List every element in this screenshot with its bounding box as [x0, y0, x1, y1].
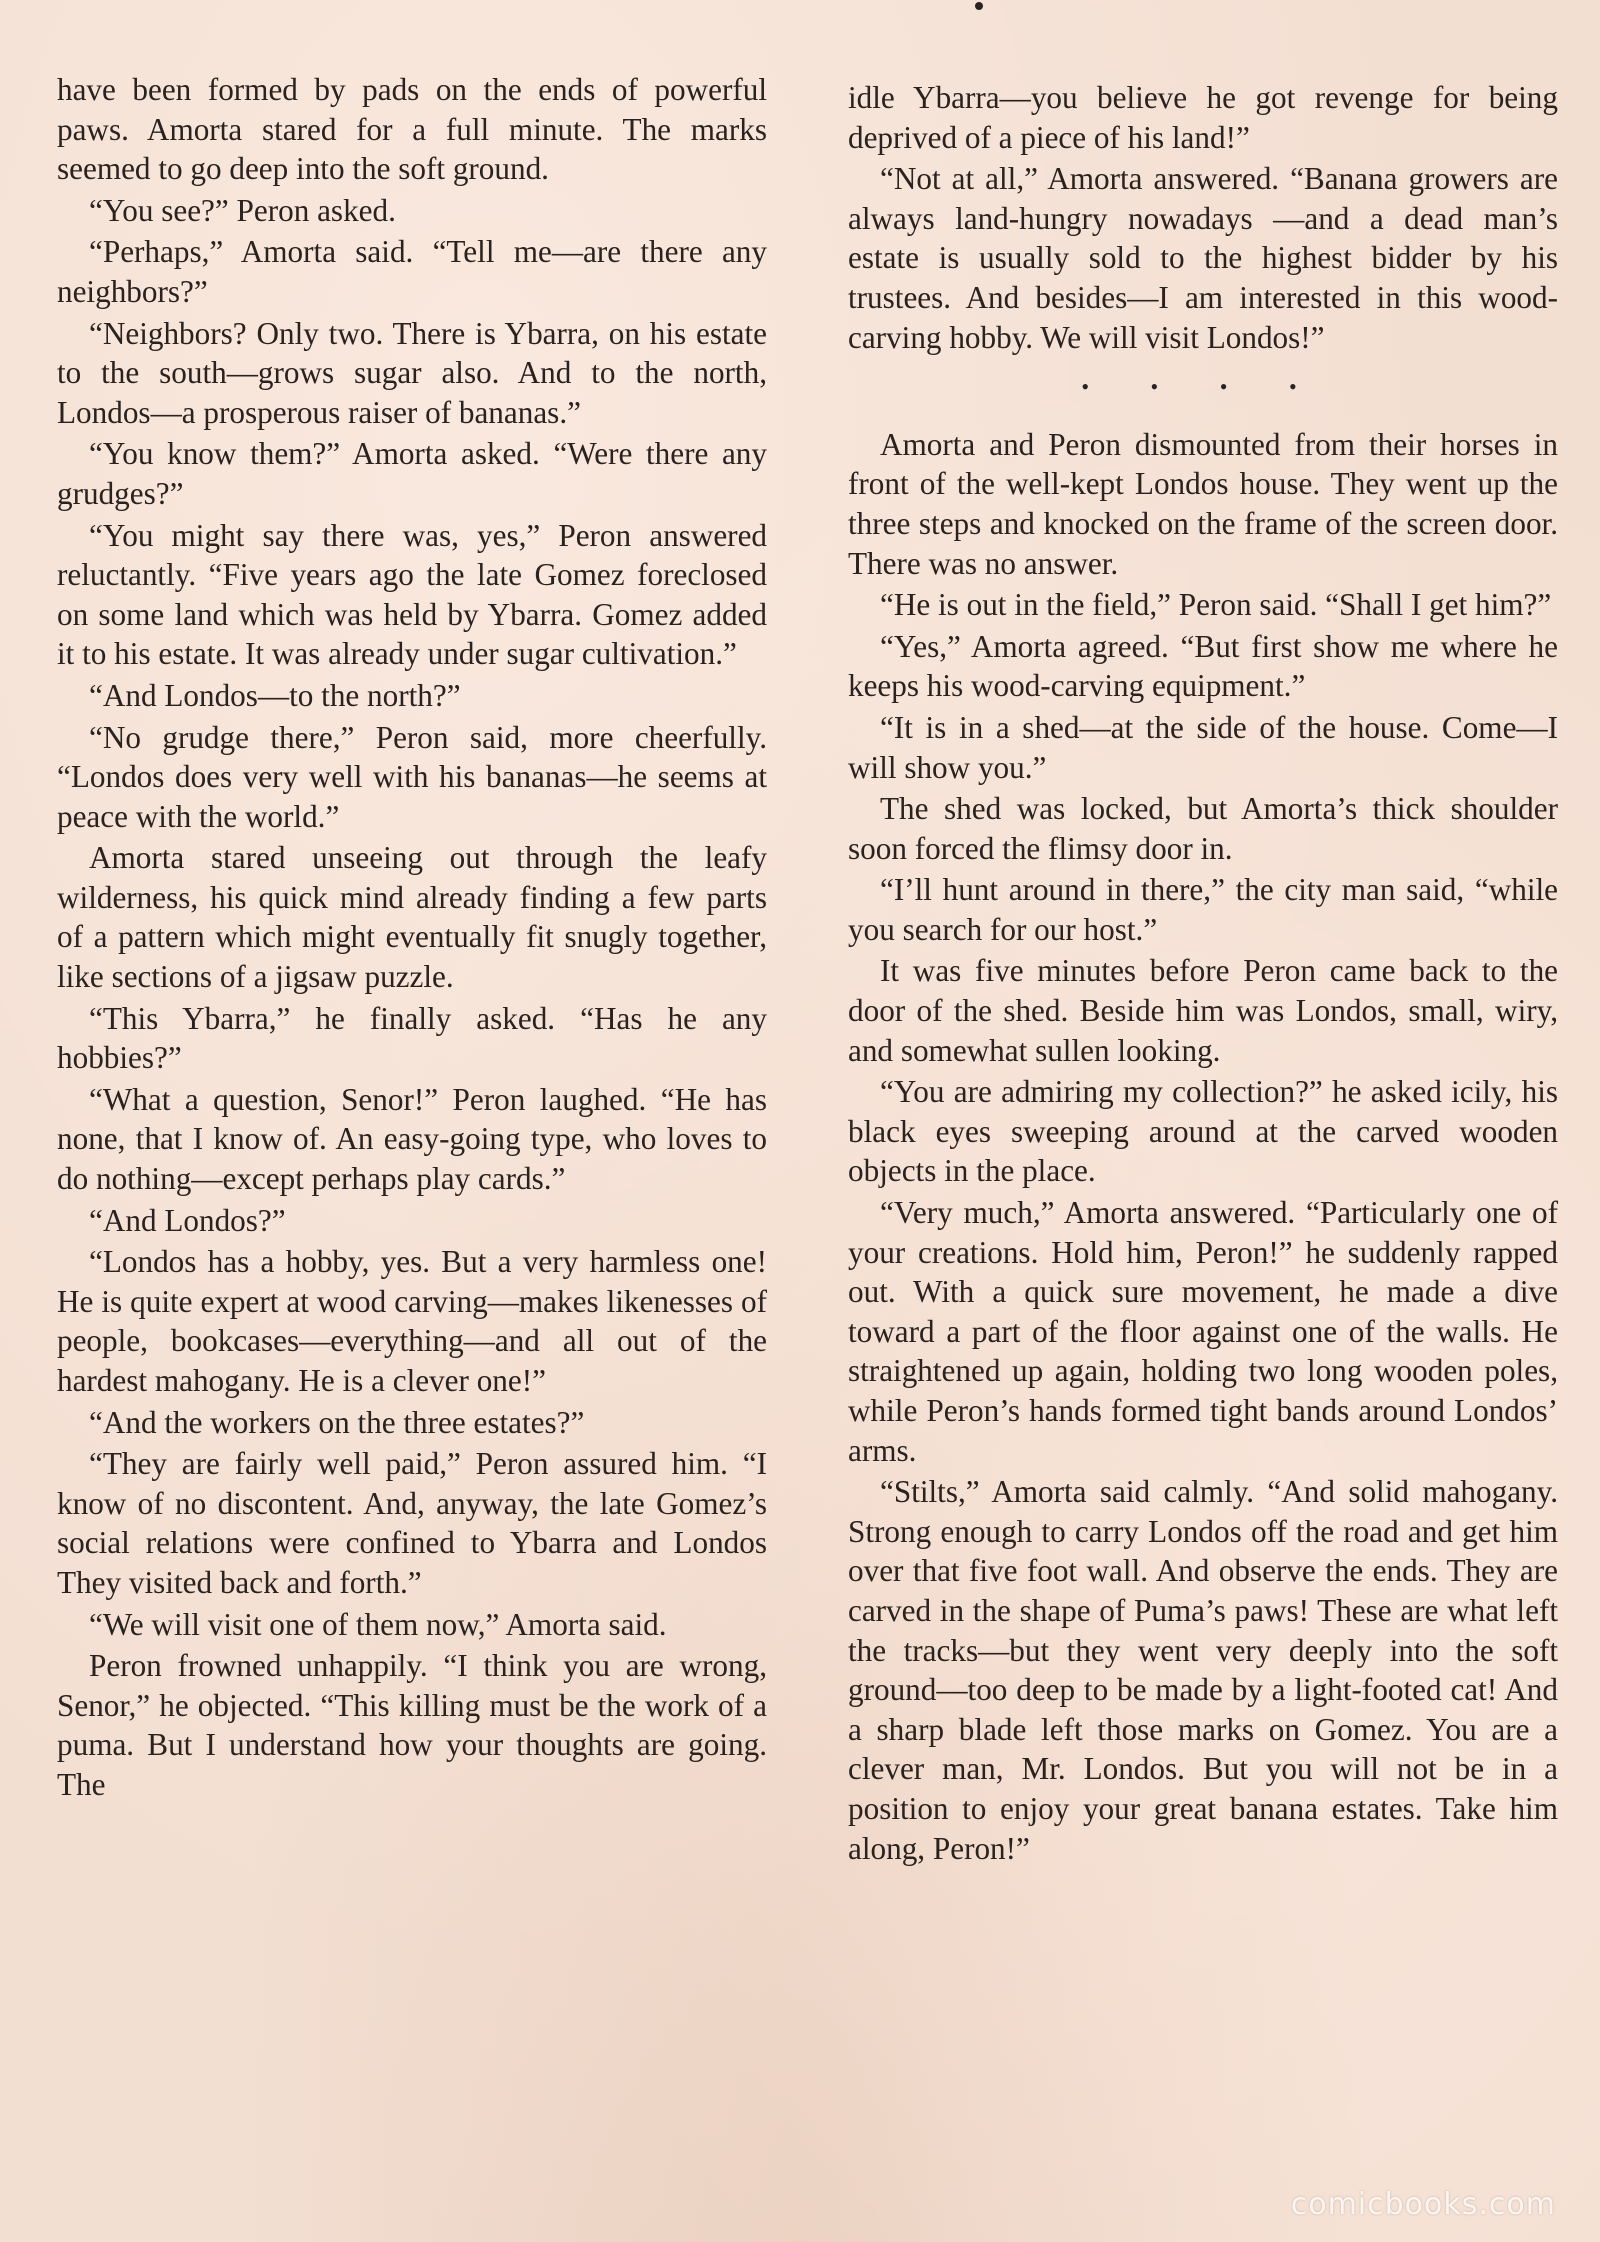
paragraph: “Very much,” Amorta answered. “Particularly one of your creations. Hold him, Peron!” he suddenly rapped out. With a quick sure movement, he made a dive toward a part of the floor against one of the walls. He straightened up again, holding two long wooden poles, while Peron’s hands formed tight bands around Londos’ arms.: [848, 1195, 1558, 1468]
paragraph: “Perhaps,” Amorta said. “Tell me—are there any neighbors?”: [57, 234, 767, 309]
paragraph: “And the workers on the three estates?”: [89, 1404, 585, 1440]
paragraph: “Yes,” Amorta agreed. “But first show me where he keeps his wood-carving equipment.”: [848, 628, 1558, 704]
paragraph: “You are admiring my collection?” he asked icily, his black eyes sweeping around at the carved wooden objects in the place.: [848, 1074, 1558, 1189]
right-column: [848, 78, 1558, 1870]
paragraph: “He is out in the field,” Peron said. “Shall I get him?”: [880, 587, 1552, 623]
paragraph: “What a question, Senor!” Peron laughed. “He has none, that I know of. An easy-going type, who loves to do nothing—except perhaps play cards.”: [57, 1081, 767, 1197]
paragraph: Amorta stared unseeing out through the leafy wilderness, his quick mind already finding a few parts of a pattern which might eventually fit snugly together, like sections of a jigsaw puzzle.: [57, 840, 767, 995]
paragraph: “It is in a shed—at the side of the house. Come—I will show you.”: [848, 709, 1558, 785]
paragraph: “Not at all,” Amorta answered. “Banana growers are always land-hungry nowadays —and a dead man’s estate is usually sold to the highest bidder by his trustees. And besides—I am interested in this wood-carving hobby. We will visit Londos!”: [848, 161, 1558, 355]
paragraph: “Stilts,” Amorta said calmly. “And solid mahogany. Strong enough to carry Londos off the road and get him over that five foot wall. And observe the ends. They are carved in the shape of Puma’s paws! These are what left the tracks—but they went very deeply into the soft ground—too deep to be made by a light-footed cat! And a sharp blade left those marks on Gomez. You are a clever man, Mr. Londos. But you will not be in a position to enjoy your great banana estates. Take him along, Peron!”: [848, 1474, 1558, 1866]
paragraph: have been formed by pads on the ends of powerful paws. Amorta stared for a full minute. The marks seemed to go deep into the soft ground.: [57, 72, 767, 187]
paragraph: “Neighbors? Only two. There is Ybarra, on his estate to the south—grows sugar also. And to the north, Londos—a prosperous raiser of bananas.”: [57, 315, 767, 430]
paragraph: The shed was locked, but Amorta’s thick shoulder soon forced the flimsy door in.: [848, 791, 1558, 866]
paragraph: “You know them?” Amorta asked. “Were there any grudges?”: [57, 436, 767, 511]
paragraph: idle Ybarra—you believe he got revenge for being deprived of a piece of his land!”: [848, 80, 1558, 155]
paragraph: “I’ll hunt around in there,” the city man said, “while you search for our host.”: [848, 872, 1558, 947]
left-column: [57, 70, 767, 1807]
section-separator: • • • •: [1081, 374, 1325, 400]
paragraph: “And Londos—to the north?”: [89, 677, 461, 713]
paragraph: “We will visit one of them now,” Amorta said.: [89, 1606, 667, 1642]
paragraph: “Londos has a hobby, yes. But a very harmless one! He is quite expert at wood carving—makes likenesses of people, bookcases—everything—and all out of the hardest mahogany. He is a clever one!”: [57, 1244, 767, 1398]
ink-dot: [975, 2, 983, 10]
site-watermark: comicbooks.com: [1290, 2187, 1556, 2222]
paragraph: Amorta and Peron dismounted from their horses in front of the well-kept Londos house. They went up the three steps and knocked on the frame of the screen door. There was no answer.: [848, 426, 1558, 581]
paragraph: Peron frowned unhappily. “I think you are wrong, Senor,” he objected. “This killing must be the work of a puma. But I understand how your thoughts are going. The: [57, 1648, 767, 1802]
paragraph: It was five minutes before Peron came back to the door of the shed. Beside him was Londos, small, wiry, and somewhat sullen looking.: [848, 953, 1558, 1068]
paragraph: “They are fairly well paid,” Peron assured him. “I know of no discontent. And, anyway, the late Gomez’s social relations were confined to Ybarra and Londos They visited back and forth.”: [57, 1446, 767, 1600]
paragraph: “You might say there was, yes,” Peron answered reluctantly. “Five years ago the late Gomez foreclosed on some land which was held by Ybarra. Gomez added it to his estate. It was already under sugar cultivation.”: [57, 517, 767, 672]
paragraph: “You see?” Peron asked.: [89, 192, 396, 228]
paragraph: “And Londos?”: [89, 1202, 286, 1238]
paragraph: “No grudge there,” Peron said, more cheerfully. “Londos does very well with his bananas—he seems at peace with the world.”: [57, 719, 767, 834]
paragraph: “This Ybarra,” he finally asked. “Has he any hobbies?”: [57, 1000, 767, 1076]
